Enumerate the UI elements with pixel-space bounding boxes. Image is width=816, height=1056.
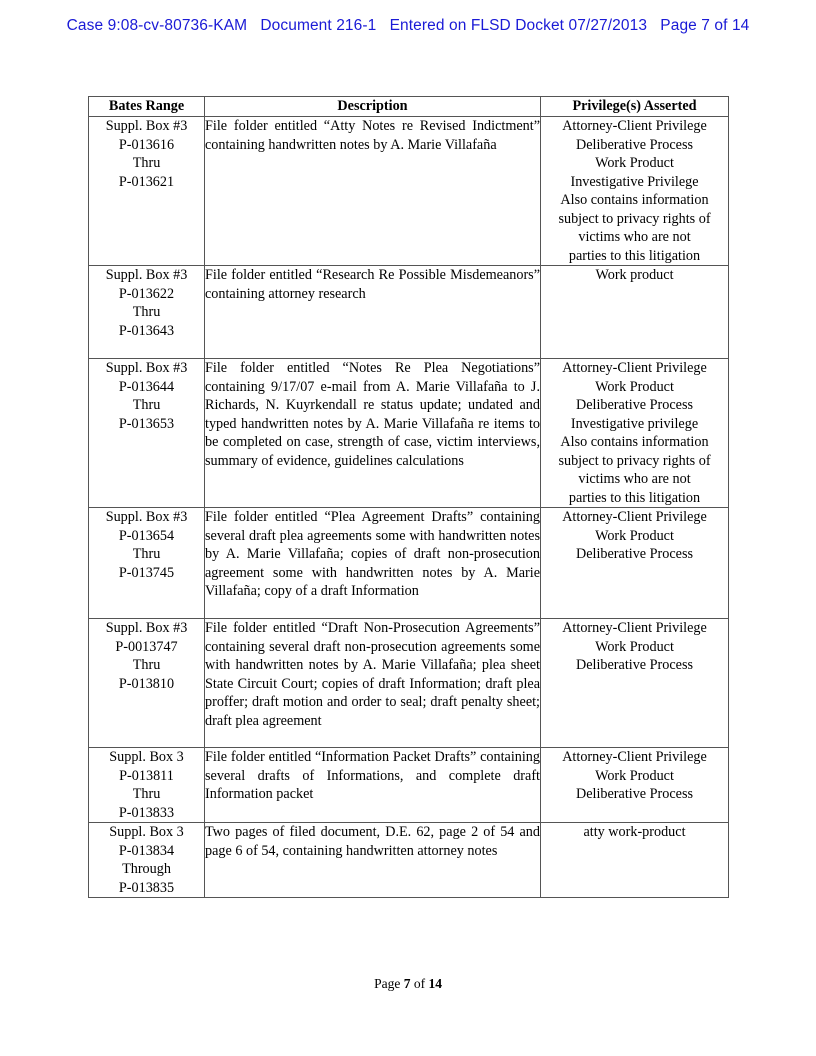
privilege-item: victims who are not <box>578 229 691 245</box>
privileges-cell <box>541 359 729 508</box>
bates-start: P-013644 <box>118 378 175 395</box>
bates-range-cell <box>89 748 205 823</box>
privilege-item: victims who are not <box>578 471 691 487</box>
bates-thru: Thru <box>132 786 161 802</box>
bates-range-cell <box>89 266 205 359</box>
bates-thru: Thru <box>132 304 161 320</box>
privilege-item: Deliberative Process <box>575 546 693 562</box>
bates-box: Suppl. Box #3 <box>105 620 188 636</box>
table-row <box>89 359 729 508</box>
bates-end: P-013653 <box>118 415 175 432</box>
privileges-cell <box>541 117 729 266</box>
privilege-item: subject to privacy rights of <box>558 452 711 469</box>
privileges-cell <box>541 619 729 748</box>
privilege-item: subject to privacy rights of <box>558 210 711 227</box>
description-cell: File folder entitled “Research Re Possible Misdemeanors” containing attorney research <box>205 266 541 359</box>
bates-box: Suppl. Box #3 <box>105 509 188 525</box>
privilege-item: Attorney-Client Privilege <box>562 509 707 525</box>
bates-range-cell <box>89 823 205 898</box>
description-cell: File folder entitled “Notes Re Plea Negotiations” containing 9/17/07 e-mail from A. Marie Villafaña to J. Richards, N. Kuyrkendall re status update; undated and typed handwritten notes by A. Marie Villafaña re items to be completed on case, strength of case, victim interviews, summary of evidence, guidelines calculations <box>205 359 541 508</box>
bates-range-cell <box>89 508 205 619</box>
bates-box: Suppl. Box 3 <box>109 824 184 840</box>
privilege-item: Deliberative Process <box>575 136 693 153</box>
table-row <box>89 266 729 359</box>
privilege-item: Deliberative Process <box>575 397 693 413</box>
column-header-bates: Bates Range <box>89 97 205 117</box>
bates-box: Suppl. Box #3 <box>105 118 188 134</box>
table-row <box>89 117 729 266</box>
table-header-row <box>89 97 729 117</box>
privileges-cell <box>541 508 729 619</box>
bates-thru: Thru <box>132 546 161 562</box>
table-row <box>89 823 729 898</box>
description-cell: File folder entitled “Atty Notes re Revised Indictment” containing handwritten notes by A. Marie Villafaña <box>205 117 541 266</box>
bates-end: P-013745 <box>118 564 175 581</box>
privilege-item: Work Product <box>595 378 674 395</box>
privilege-item: Investigative privilege <box>570 415 699 432</box>
footer-of-word: of <box>413 976 426 991</box>
privilege-item: atty work-product <box>583 824 686 840</box>
privileges-cell <box>541 748 729 823</box>
description-cell: File folder entitled “Draft Non-Prosecution Agreements” containing several draft non-prosecution agreements some with handwritten notes by A. Marie Villafaña; plea sheet State Circuit Court; copies of draft Information; draft plea proffer; draft motion and order to seal; draft penalty sheet; draft plea agreement <box>205 619 541 748</box>
privilege-item: Work product <box>595 267 674 283</box>
table-row <box>89 508 729 619</box>
bates-start: P-013616 <box>118 136 175 153</box>
privilege-item: Investigative Privilege <box>570 173 699 190</box>
privilege-item: parties to this litigation <box>568 247 701 264</box>
bates-thru: Thru <box>132 657 161 673</box>
privileges-cell <box>541 823 729 898</box>
bates-end: P-013833 <box>118 804 175 821</box>
privilege-item: Attorney-Client Privilege <box>562 360 707 376</box>
table-row <box>89 619 729 748</box>
bates-start: P-0013747 <box>115 638 178 655</box>
bates-end: P-013835 <box>118 879 175 896</box>
bates-thru: Through <box>122 861 171 877</box>
privileges-cell <box>541 266 729 359</box>
page-footer <box>0 976 816 992</box>
privilege-item: Work Product <box>595 527 674 544</box>
privilege-item: parties to this litigation <box>568 489 701 506</box>
bates-end: P-013643 <box>118 322 175 339</box>
privilege-item: Also contains information <box>560 434 709 450</box>
bates-range-cell <box>89 117 205 266</box>
privilege-item: Work Product <box>595 638 674 655</box>
bates-start: P-013622 <box>118 285 175 302</box>
case-header: Case 9:08-cv-80736-KAM Document 216-1 Entered on FLSD Docket 07/27/2013 Page 7 of 14 <box>66 17 750 34</box>
bates-box: Suppl. Box #3 <box>105 360 188 376</box>
footer-page-word: Page <box>374 976 401 991</box>
bates-box: Suppl. Box 3 <box>109 749 184 765</box>
bates-box: Suppl. Box #3 <box>105 267 188 283</box>
footer-page-number: 7 <box>403 976 411 991</box>
privilege-item: Deliberative Process <box>575 657 693 673</box>
bates-range-cell <box>89 359 205 508</box>
bates-start: P-013834 <box>118 842 175 859</box>
bates-thru: Thru <box>132 397 161 413</box>
privilege-item: Also contains information <box>560 192 709 208</box>
privilege-item: Work Product <box>595 155 674 171</box>
privilege-item: Attorney-Client Privilege <box>562 620 707 636</box>
column-header-description: Description <box>205 97 541 117</box>
privilege-item: Deliberative Process <box>575 786 693 802</box>
privilege-log-table <box>88 96 729 898</box>
bates-start: P-013811 <box>119 767 174 784</box>
description-cell: File folder entitled “Information Packet Drafts” containing several drafts of Informations, and complete draft Information packet <box>205 748 541 823</box>
privilege-item: Work Product <box>595 767 674 784</box>
bates-end: P-013621 <box>118 173 175 190</box>
bates-range-cell <box>89 619 205 748</box>
description-cell: Two pages of filed document, D.E. 62, page 2 of 54 and page 6 of 54, containing handwritten attorney notes <box>205 823 541 898</box>
bates-start: P-013654 <box>118 527 175 544</box>
bates-thru: Thru <box>132 155 161 171</box>
footer-page-total: 14 <box>428 976 442 991</box>
column-header-privileges: Privilege(s) Asserted <box>541 97 729 117</box>
privilege-item: Attorney-Client Privilege <box>562 749 707 765</box>
table-row <box>89 748 729 823</box>
privilege-item: Attorney-Client Privilege <box>562 118 707 134</box>
bates-end: P-013810 <box>118 675 175 692</box>
description-cell: File folder entitled “Plea Agreement Drafts” containing several draft plea agreements some with handwritten notes by A. Marie Villafaña; copies of draft non-prosecution agreement some with handwritten notes by A. Marie Villafaña; copy of a draft Information <box>205 508 541 619</box>
